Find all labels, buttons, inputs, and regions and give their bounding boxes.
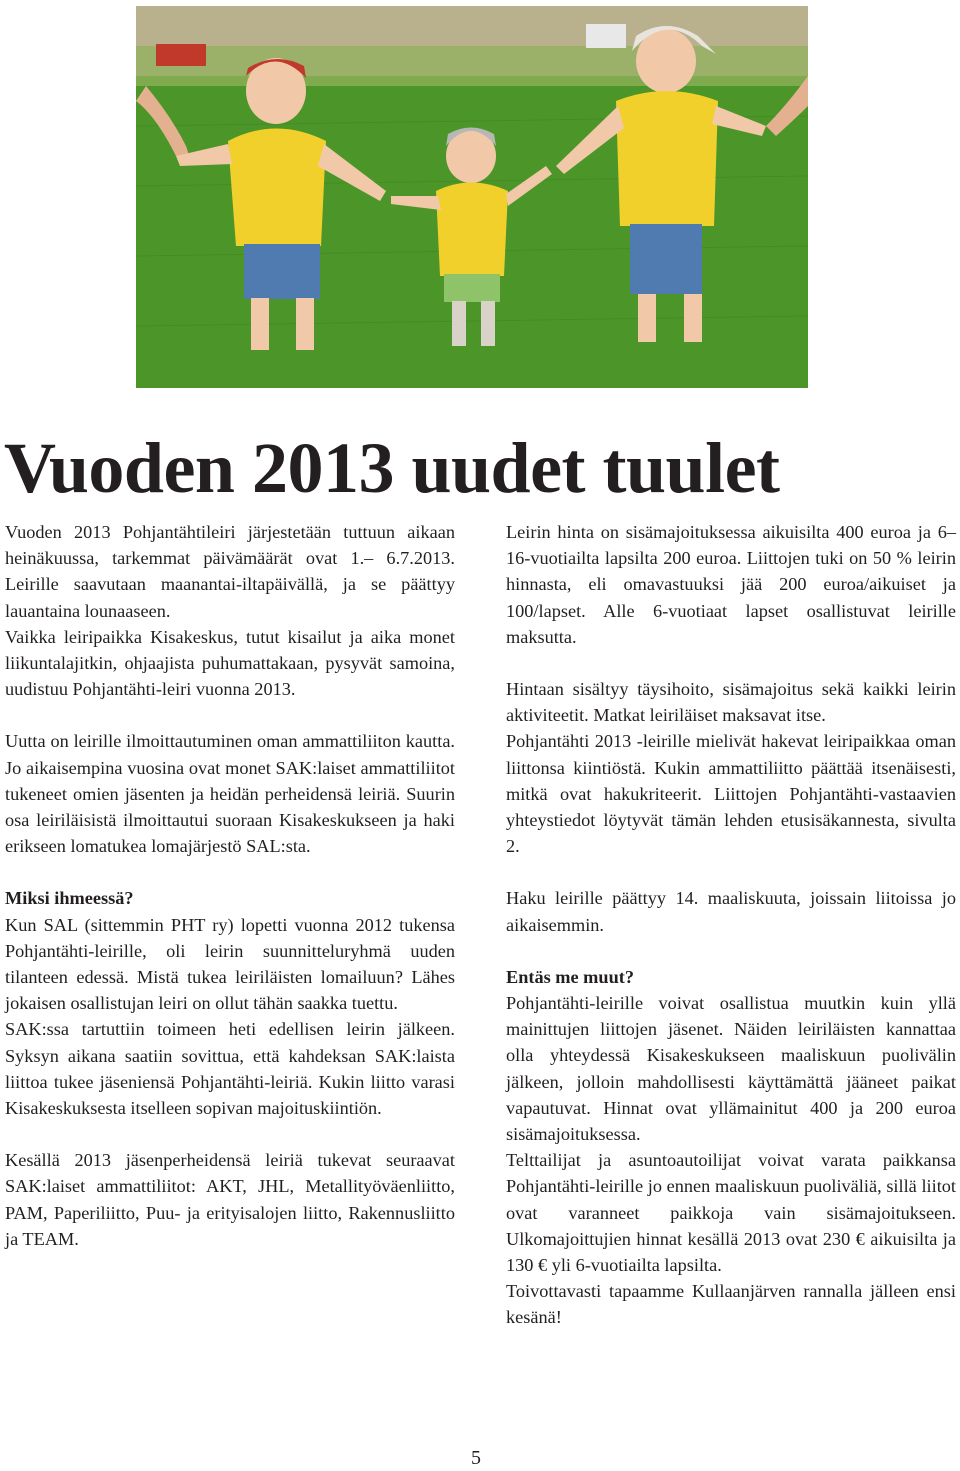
left-column [5, 519, 455, 1252]
children-holding-hands-photo [136, 6, 808, 388]
children-photo [136, 6, 808, 388]
article-title: Vuoden 2013 uudet tuulet [4, 428, 780, 508]
paragraph: Kun SAL (sittemmin PHT ry) lopetti vuonna 2012 tukensa Pohjantähti-leirille, oli leirin suunnitteluryhmä uuden tilanteen edessä. Mistä tukea leiriläisten lomailuun? Lähes jokaisen osallistujan leiri on ollut tähän saakka tuettu. [5, 914, 455, 1014]
paragraph: Leirin hinta on sisämajoituksessa aikuisilta 400 euroa ja 6–16-vuotiailta lapsilta 200 euroa. Liittojen tuki on 50 % leirin hinnasta, eli omavastuuksi jää 200 euroa/aikuiset ja 100/lapset. Alle 6-vuotiaat lapset osallistuvat leirille maksutta. [506, 522, 956, 647]
page-number: 5 [471, 1447, 481, 1469]
paragraph: Vuoden 2013 Pohjantähtileiri järjestetään tuttuun aikaan heinäkuussa, tarkemmat päivämäärät ovat 1.– 6.7.2013. Leirille saavutaan maanantai-iltapäivällä, ja se päättyy lauantaina lounaaseen. [5, 522, 455, 621]
paragraph: Toivottavasti tapaamme Kullaanjärven rannalla jälleen ensi kesänä! [506, 1281, 956, 1328]
paragraph: Haku leirille päättyy 14. maaliskuuta, joissain liitoissa jo aikaisemmin. [506, 888, 956, 935]
right-column [506, 519, 956, 1331]
subheading-miksi: Miksi ihmeessä? [5, 888, 134, 909]
paragraph: SAK:ssa tartuttiin toimeen heti edellisen leirin jälkeen. Syksyn aikana saatiin sovittua, että kahdeksan SAK:laista liittoa tukee jäseniensä Pohjantähti-leiriä. Kukin liitto varasi Kisakeskuksesta itselleen sopivan majoituskiintiön. [5, 1019, 455, 1119]
subheading-entas: Entäs me muut? [506, 966, 634, 987]
paragraph: Pohjantähti 2013 -leirille mielivät hakevat leiripaikkaa oman liittonsa kiintiöstä. Kukin ammattiliitto päättää itsenäisesti, mitkä ovat hakukriteerit. Liittojen Pohjantähti-vastaavien yhteystiedot löytyvät tämän lehden etusisäkannesta, sivulta 2. [506, 731, 956, 857]
paragraph: Telttailijat ja asuntoautoilijat voivat varata paikkansa Pohjantähti-leirille jo ennen maaliskuun puoliväliä, sillä liitot ovat varanneet paikkoja vain sisämajoitukseen. Ulkomajoittujien hinnat kesällä 2013 ovat 230 € aikuisilta ja 130 € yli 6-vuotiailta lapsilta. [506, 1150, 956, 1276]
paragraph: Hintaan sisältyy täysihoito, sisämajoitus sekä kaikki leirin aktiviteetit. Matkat leiriläiset maksavat itse. [506, 679, 956, 726]
paragraph: Pohjantähti-leirille voivat osallistua muutkin kuin yllä mainittujen liittojen jäsenet. Näiden leiriläisten kannattaa olla yhteydessä Kisakeskukseen maaliskuun puolivälin jälkeen, jolloin mahdollisesti käyttämättä jääneet paikat vapautuvat. Hinnat ovat yllämainitut 400 ja 200 euroa sisämajoituksessa. [506, 993, 956, 1145]
paragraph: Kesällä 2013 jäsenperheidensä leiriä tukevat seuraavat SAK:laiset ammattiliitot: AKT, JHL, Metallityöväenliitto, PAM, Paperiliitto, Puu- ja erityisalojen liitto, Rakennusliitto ja TEAM. [5, 1150, 455, 1249]
paragraph: Vaikka leiripaikka Kisakeskus, tutut kisailut ja aika monet liikuntalajitkin, ohjaajista puhumattakaan, pysyvät samoina, uudistuu Pohjantähti-leiri vuonna 2013. [5, 626, 455, 700]
paragraph: Uutta on leirille ilmoittautuminen oman ammattiliiton kautta. Jo aikaisempina vuosina ovat monet SAK:laiset ammattiliitot tukeneet omien jäsenten ja heidän perheidensä leiriä. Suurin osa leiriläisistä ilmoittautui suoraan Kisakeskukseen ja haki erikseen lomatukea lomajärjestö SAL:sta. [5, 731, 455, 857]
